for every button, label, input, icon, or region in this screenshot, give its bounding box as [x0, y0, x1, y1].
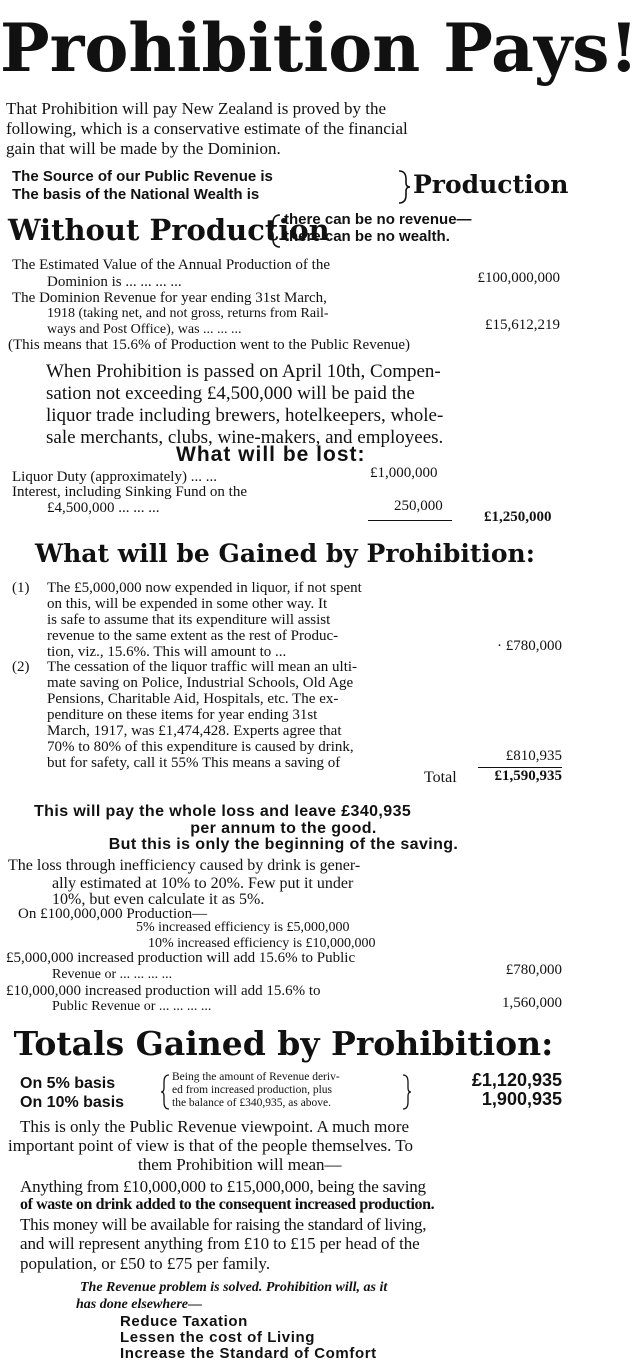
gained-heading: What will be Gained by Prohibition: — [35, 539, 535, 568]
page-title: Prohibition Pays! — [0, 9, 638, 87]
intro-line-2: following, which is a conservative estimate of the financial — [6, 119, 408, 138]
closing-line-3: them Prohibition will mean— — [138, 1155, 342, 1174]
revenue-note: (This means that 15.6% of Production went to the Public Revenue) — [8, 337, 411, 353]
basis-10: On 10% basis — [20, 1094, 125, 1111]
mean-line-2: of waste on drink added to the consequent increased production. — [20, 1196, 435, 1213]
compensation-line-3: liquor trade including brewers, hotelkeepers, whole- — [46, 405, 444, 426]
item2-line-5: March, 1917, was £1,474,428. Experts agree that — [47, 723, 342, 739]
totals-heading: Totals Gained by Prohibition: — [13, 1024, 554, 1063]
lost-heading: What will be lost: — [176, 443, 366, 466]
item2-line-6: 70% to 80% of this expenditure is caused by drink, — [47, 739, 354, 755]
item1-line-2: on this, will be expended in some other way. It — [47, 596, 328, 612]
item2-number: (2) — [12, 659, 30, 675]
duty-amount: £1,000,000 — [370, 465, 438, 481]
value-line-2: Dominion is ... ... ... ... — [47, 274, 182, 290]
basis-5: On 5% basis — [20, 1075, 116, 1092]
item1-line-3: is safe to assume that its expenditure will assist — [47, 612, 331, 628]
ineff-line-1: The loss through inefficiency caused by drink is gener- — [8, 857, 361, 874]
item1-line-5: tion, viz., 15.6%. This will amount to ... — [47, 644, 287, 660]
ineff-line-3: 10%, but even calculate it as 5%. — [52, 891, 265, 908]
revenue-line-1: The Dominion Revenue for year ending 31st March, — [12, 290, 327, 306]
no-wealth-text: there can be no wealth. — [284, 228, 450, 245]
no-revenue-text: there can be no revenue— — [284, 211, 472, 228]
totals-note-2: ed from increased production, plus — [172, 1084, 332, 1096]
ineff-on-line: On £100,000,000 Production— — [18, 906, 208, 922]
without-production: Without Production — [8, 213, 330, 247]
compensation-line-4: sale merchants, clubs, wine-makers, and employees. — [46, 427, 444, 448]
revenue-amount: £15,612,219 — [485, 317, 560, 333]
item2-line-1: The cessation of the liquor traffic will mean an ulti- — [47, 659, 358, 675]
source-line-1: The Source of our Public Revenue is — [12, 168, 273, 185]
final-list-3: Increase the Standard of Comfort — [120, 1345, 377, 1362]
row2-line-2: Public Revenue or ... ... ... ... — [52, 999, 212, 1014]
final-italic-1: The Revenue problem is solved. Prohibition will, as it — [80, 1280, 388, 1295]
item1-number: (1) — [12, 580, 30, 596]
mean-line-1: Anything from £10,000,000 to £15,000,000, being the saving — [20, 1177, 426, 1196]
totals-note-1: Being the amount of Revenue deriv- — [172, 1071, 340, 1083]
item2-amount: £810,935 — [505, 748, 562, 764]
final-list-1: Reduce Taxation — [120, 1313, 248, 1330]
mean-line-3: This money will be available for raising the standard of living, — [20, 1215, 427, 1234]
final-italic-2: has done elsewhere— — [76, 1297, 202, 1312]
compensation-line-2: sation not exceeding £4,500,000 will be paid the — [46, 383, 415, 404]
lost-total: £1,250,000 — [484, 509, 552, 525]
compensation-line-1: When Prohibition is passed on April 10th, Compen- — [46, 361, 441, 382]
item2-line-4: penditure on these items for year ending 31st — [47, 707, 318, 723]
pay-line-2: per annum to the good. — [190, 820, 377, 837]
item2-line-2: mate saving on Police, Industrial Schools, Old Age — [47, 675, 354, 691]
revenue-line-3: ways and Post Office), was ... ... ... — [47, 322, 242, 337]
revenue-line-2: 1918 (taking net, and not gross, returns from Rail- — [47, 306, 329, 321]
item1-line-1: The £5,000,000 now expended in liquor, if not spent — [47, 580, 362, 596]
item1-line-4: revenue to the same extent as the rest of Produc- — [47, 628, 339, 644]
final-list-2: Lessen the cost of Living — [120, 1329, 316, 1346]
value-line-1: The Estimated Value of the Annual Production of the — [12, 257, 330, 273]
production-word: Production — [413, 170, 569, 199]
item2-line-3: Pensions, Charitable Aid, Hospitals, etc. The ex- — [47, 691, 339, 707]
intro-line-1: That Prohibition will pay New Zealand is proved by the — [6, 99, 387, 118]
amount-5: £1,120,935 — [471, 1070, 562, 1090]
interest-line-2: £4,500,000 ... ... ... — [47, 500, 160, 516]
mean-line-5: population, or £50 to £75 per family. — [20, 1254, 271, 1273]
eff-10: 10% increased efficiency is £10,000,000 — [148, 936, 376, 951]
closing-line-1: This is only the Public Revenue viewpoint. A much more — [20, 1117, 410, 1136]
total-amount: £1,590,935 — [494, 768, 562, 784]
pay-line-3: But this is only the beginning of the saving. — [108, 836, 459, 853]
source-line-2: The basis of the National Wealth is — [12, 186, 260, 203]
ineff-line-2: ally estimated at 10% to 20%. Few put it under — [52, 875, 354, 892]
item1-amount: · £780,000 — [497, 638, 562, 654]
row1-amount: £780,000 — [505, 962, 562, 978]
interest-line-1: Interest, including Sinking Fund on the — [12, 484, 247, 500]
intro-line-3: gain that will be made by the Dominion. — [6, 139, 281, 158]
totals-brace-left — [160, 1074, 170, 1114]
item2-line-7: but for safety, call it 55% This means a saving of — [47, 755, 341, 771]
amount-10: 1,900,935 — [481, 1089, 562, 1109]
totals-note-3: the balance of £340,935, as above. — [172, 1097, 332, 1109]
mean-line-4: and will represent anything from £10 to £15 per head of the — [20, 1234, 420, 1253]
row1-line-2: Revenue or ... ... ... ... — [52, 967, 173, 982]
interest-amount: 250,000 — [394, 498, 443, 514]
lost-rule — [368, 520, 452, 521]
value-amount: £100,000,000 — [477, 270, 560, 286]
row2-line-1: £10,000,000 increased production will add 15.6% to — [6, 983, 321, 999]
total-label: Total — [424, 769, 457, 786]
eff-5: 5% increased efficiency is £5,000,000 — [136, 920, 350, 935]
duty-label: Liquor Duty (approximately) ... ... — [12, 469, 217, 485]
closing-line-2: important point of view is that of the people themselves. To — [8, 1136, 414, 1155]
pay-line-1: This will pay the whole loss and leave £340,935 — [34, 803, 412, 820]
row2-amount: 1,560,000 — [502, 995, 562, 1011]
row1-line-1: £5,000,000 increased production will add 15.6% to Public — [6, 950, 356, 966]
production-brace — [397, 170, 411, 208]
without-brace — [268, 214, 282, 252]
